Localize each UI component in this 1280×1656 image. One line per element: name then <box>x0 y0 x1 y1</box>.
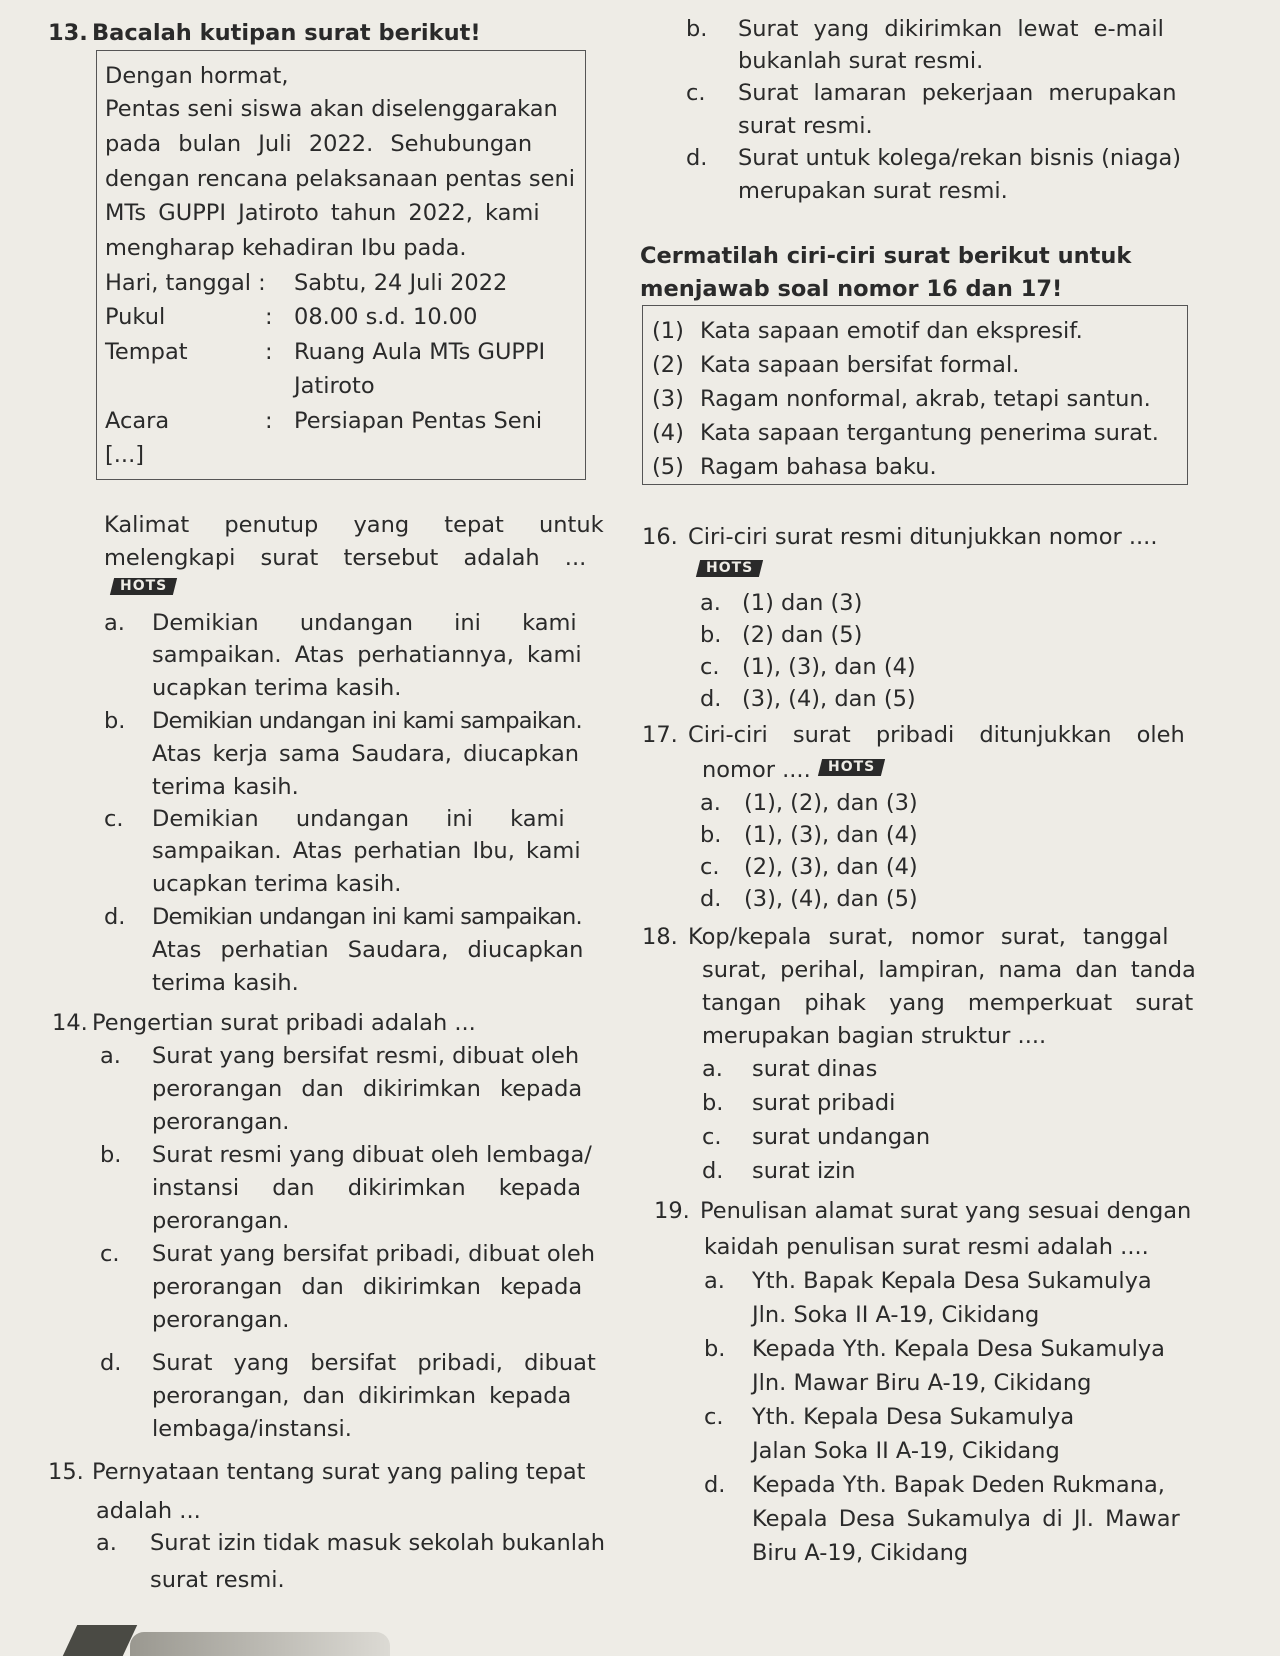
q17-option-letter[interactable]: d. <box>700 886 722 912</box>
instruction-line: menjawab soal nomor 16 dan 17! <box>640 276 1063 302</box>
q15-option-c-line[interactable]: Surat lamaran pekerjaan merupakan <box>738 80 1177 106</box>
q14-option-a-line[interactable]: Surat yang bersifat resmi, dibuat oleh <box>152 1043 580 1069</box>
q15-option-d-line[interactable]: Surat untuk kolega/rekan bisnis (niaga) <box>738 145 1182 171</box>
q18-number: 18. <box>642 924 678 950</box>
q14-option-b-line[interactable]: perorangan. <box>152 1208 290 1234</box>
q13-option-d-line[interactable]: Demikian undangan ini kami sampaikan. <box>152 904 582 930</box>
detail-label-event: Acara <box>105 408 170 434</box>
q16-option-b[interactable]: (2) dan (5) <box>742 622 863 648</box>
criteria-num: (5) <box>652 454 684 480</box>
q18-option-c[interactable]: surat undangan <box>752 1124 931 1150</box>
q19-option-letter[interactable]: b. <box>704 1336 726 1362</box>
q17-option-letter[interactable]: c. <box>700 854 720 880</box>
q13-option-a-line[interactable]: ucapkan terima kasih. <box>152 675 402 701</box>
q16-option-letter[interactable]: b. <box>700 622 722 648</box>
q19-question-line: Penulisan alamat surat yang sesuai dengan <box>700 1198 1192 1224</box>
q14-option-letter[interactable]: c. <box>100 1241 120 1267</box>
q13-option-b-line[interactable]: Demikian undangan ini kami sampaikan. <box>152 708 582 734</box>
q15-option-d-line[interactable]: merupakan surat resmi. <box>738 178 1008 204</box>
q19-option-c-line[interactable]: Yth. Kepala Desa Sukamulya <box>752 1404 1075 1430</box>
q13-option-d-line[interactable]: Atas perhatian Saudara, diucapkan <box>152 937 584 963</box>
detail-label-date: Hari, tanggal : <box>105 270 266 296</box>
q19-question-line: kaidah penulisan surat resmi adalah .... <box>704 1234 1149 1260</box>
criteria-text: Kata sapaan emotif dan ekspresif. <box>700 318 1083 344</box>
criteria-text: Ragam nonformal, akrab, tetapi santun. <box>700 386 1151 412</box>
criteria-text: Kata sapaan bersifat formal. <box>700 352 1020 378</box>
q14-option-letter[interactable]: d. <box>100 1350 122 1376</box>
criteria-text: Kata sapaan tergantung penerima surat. <box>700 420 1159 446</box>
q14-option-d-line[interactable]: perorangan, dan dikirimkan kepada <box>152 1383 572 1409</box>
q16-option-letter[interactable]: d. <box>700 686 722 712</box>
q15-option-a-line[interactable]: Surat izin tidak masuk sekolah bukanlah <box>150 1530 606 1556</box>
q13-prompt: Bacalah kutipan surat berikut! <box>92 20 481 46</box>
q18-question-line: merupakan bagian struktur .... <box>702 1023 1047 1049</box>
q19-option-d-line[interactable]: Biru A-19, Cikidang <box>752 1540 969 1566</box>
q15-option-b-line[interactable]: bukanlah surat resmi. <box>738 48 984 74</box>
q19-option-c-line[interactable]: Jalan Soka II A-19, Cikidang <box>752 1438 1060 1464</box>
detail-value-place: Ruang Aula MTs GUPPI <box>294 339 546 365</box>
q18-question-line: tangan pihak yang memperkuat surat <box>702 990 1194 1016</box>
q14-option-letter[interactable]: b. <box>100 1142 122 1168</box>
q13-question-line: melengkapi surat tersebut adalah ... <box>104 545 587 571</box>
q17-question-line: Ciri-ciri surat pribadi ditunjukkan oleh <box>688 722 1185 748</box>
q19-option-letter[interactable]: c. <box>704 1404 724 1430</box>
q17-question-line: nomor .... <box>702 757 811 783</box>
q14-option-c-line[interactable]: Surat yang bersifat pribadi, dibuat oleh <box>152 1241 596 1267</box>
q18-question-line: Kop/kepala surat, nomor surat, tanggal <box>688 924 1169 950</box>
letter-body-line: MTs GUPPI Jatiroto tahun 2022, kami <box>105 200 540 226</box>
q13-option-letter[interactable]: d. <box>104 904 126 930</box>
q19-option-a-line[interactable]: Yth. Bapak Kepala Desa Sukamulya <box>752 1268 1152 1294</box>
detail-value-place-cont: Jatiroto <box>294 373 375 399</box>
detail-label-time: Pukul <box>105 304 166 330</box>
q16-option-letter[interactable]: a. <box>700 590 721 616</box>
q15-option-b-line[interactable]: Surat yang dikirimkan lewat e-mail <box>738 16 1164 42</box>
q13-option-c-line[interactable]: Demikian undangan ini kami <box>152 806 565 832</box>
q17-option-c[interactable]: (2), (3), dan (4) <box>744 854 918 880</box>
q18-option-letter[interactable]: a. <box>702 1056 723 1082</box>
letter-greeting: Dengan hormat, <box>105 63 289 89</box>
criteria-num: (1) <box>652 318 684 344</box>
q16-option-a[interactable]: (1) dan (3) <box>742 590 863 616</box>
q15-question-line: adalah ... <box>96 1498 201 1524</box>
q16-option-letter[interactable]: c. <box>700 654 720 680</box>
q17-option-a[interactable]: (1), (2), dan (3) <box>744 790 918 816</box>
q15-question-line: Pernyataan tentang surat yang paling tepat <box>92 1459 586 1485</box>
q14-option-c-line[interactable]: perorangan. <box>152 1307 290 1333</box>
detail-sep: : <box>265 408 273 434</box>
q16-option-d[interactable]: (3), (4), dan (5) <box>742 686 916 712</box>
q14-option-d-line[interactable]: lembaga/instansi. <box>152 1416 352 1442</box>
q14-option-d-line[interactable]: Surat yang bersifat pribadi, dibuat <box>152 1350 596 1376</box>
q15-option-c-line[interactable]: surat resmi. <box>738 113 873 139</box>
q15-option-letter[interactable]: b. <box>686 16 708 42</box>
detail-label-place: Tempat <box>105 339 188 365</box>
q16-number: 16. <box>642 524 678 550</box>
q19-option-b-line[interactable]: Jln. Mawar Biru A-19, Cikidang <box>752 1370 1092 1396</box>
instruction-line: Cermatilah ciri-ciri surat berikut untuk <box>640 243 1132 269</box>
q18-option-letter[interactable]: c. <box>702 1124 722 1150</box>
q13-option-b-line[interactable]: Atas kerja sama Saudara, diucapkan <box>152 741 580 767</box>
q13-option-a-line[interactable]: sampaikan. Atas perhatiannya, kami <box>152 642 582 668</box>
q15-option-letter[interactable]: c. <box>686 80 706 106</box>
q14-option-letter[interactable]: a. <box>100 1043 121 1069</box>
q18-option-letter[interactable]: d. <box>702 1158 724 1184</box>
detail-value-time: 08.00 s.d. 10.00 <box>294 304 478 330</box>
q17-number: 17. <box>642 722 678 748</box>
detail-value-event: Persiapan Pentas Seni <box>294 408 543 434</box>
q13-option-letter[interactable]: a. <box>104 610 125 636</box>
q19-option-d-line[interactable]: Kepada Yth. Bapak Deden Rukmana, <box>752 1472 1165 1498</box>
letter-body-line: mengharap kehadiran Ibu pada. <box>105 235 467 261</box>
q19-option-letter[interactable]: d. <box>704 1472 726 1498</box>
q15-number: 15. <box>48 1459 84 1485</box>
q13-option-d-line[interactable]: terima kasih. <box>152 970 299 996</box>
criteria-text: Ragam bahasa baku. <box>700 454 937 480</box>
q19-option-b-line[interactable]: Kepada Yth. Kepala Desa Sukamulya <box>752 1336 1165 1362</box>
detail-value-date: Sabtu, 24 Juli 2022 <box>294 270 508 296</box>
detail-sep: : <box>265 304 273 330</box>
q17-option-letter[interactable]: a. <box>700 790 721 816</box>
page-edge-shadow <box>130 1632 390 1656</box>
page-edge-shadow <box>63 1625 137 1656</box>
q13-option-c-line[interactable]: sampaikan. Atas perhatian Ibu, kami <box>152 838 581 864</box>
q13-option-letter[interactable]: c. <box>104 806 124 832</box>
letter-ellipsis: [...] <box>105 442 145 468</box>
criteria-num: (3) <box>652 386 684 412</box>
q14-number: 14. <box>52 1010 88 1036</box>
q18-question-line: surat, perihal, lampiran, nama dan tanda <box>702 957 1196 983</box>
q16-question: Ciri-ciri surat resmi ditunjukkan nomor .... <box>688 524 1158 550</box>
q13-option-c-line[interactable]: ucapkan terima kasih. <box>152 871 402 897</box>
q18-option-d[interactable]: surat izin <box>752 1158 856 1184</box>
q15-option-letter[interactable]: d. <box>686 145 708 171</box>
letter-body-line: dengan rencana pelaksanaan pentas seni <box>105 166 575 192</box>
q14-option-a-line[interactable]: perorangan. <box>152 1109 290 1135</box>
q18-option-letter[interactable]: b. <box>702 1090 724 1116</box>
q16-hots-badge: HOTS <box>696 560 764 577</box>
detail-sep: : <box>265 339 273 365</box>
q14-option-b-line[interactable]: instansi dan dikirimkan kepada <box>152 1175 581 1201</box>
q18-option-a[interactable]: surat dinas <box>752 1056 878 1082</box>
q15-option-letter[interactable]: a. <box>96 1530 117 1556</box>
q19-option-letter[interactable]: a. <box>704 1268 725 1294</box>
q17-option-b[interactable]: (1), (3), dan (4) <box>744 822 918 848</box>
q19-option-d-line[interactable]: Kepala Desa Sukamulya di Jl. Mawar <box>752 1506 1180 1532</box>
q17-option-d[interactable]: (3), (4), dan (5) <box>744 886 918 912</box>
letter-body-line: Pentas seni siswa akan diselenggarakan <box>105 96 558 122</box>
q13-option-a-line[interactable]: Demikian undangan ini kami <box>152 610 577 636</box>
q18-option-b[interactable]: surat pribadi <box>752 1090 896 1116</box>
q17-option-letter[interactable]: b. <box>700 822 722 848</box>
q13-option-letter[interactable]: b. <box>104 708 126 734</box>
criteria-num: (2) <box>652 352 684 378</box>
q15-option-a-line[interactable]: surat resmi. <box>150 1567 285 1593</box>
q14-option-c-line[interactable]: perorangan dan dikirimkan kepada <box>152 1274 583 1300</box>
q13-question-line: Kalimat penutup yang tepat untuk <box>104 512 604 538</box>
q19-option-a-line[interactable]: Jln. Soka II A-19, Cikidang <box>752 1302 1040 1328</box>
letter-body-line: pada bulan Juli 2022. Sehubungan <box>105 131 533 157</box>
q13-number: 13. <box>48 20 88 46</box>
q14-question: Pengertian surat pribadi adalah ... <box>92 1010 476 1036</box>
q19-number: 19. <box>654 1198 690 1224</box>
criteria-num: (4) <box>652 420 684 446</box>
q14-option-a-line[interactable]: perorangan dan dikirimkan kepada <box>152 1076 583 1102</box>
q13-option-b-line[interactable]: terima kasih. <box>152 774 299 800</box>
q17-hots-badge: HOTS <box>818 759 886 776</box>
q13-hots-badge: HOTS <box>110 578 178 595</box>
q14-option-b-line[interactable]: Surat resmi yang dibuat oleh lembaga/ <box>152 1142 592 1168</box>
q16-option-c[interactable]: (1), (3), dan (4) <box>742 654 916 680</box>
